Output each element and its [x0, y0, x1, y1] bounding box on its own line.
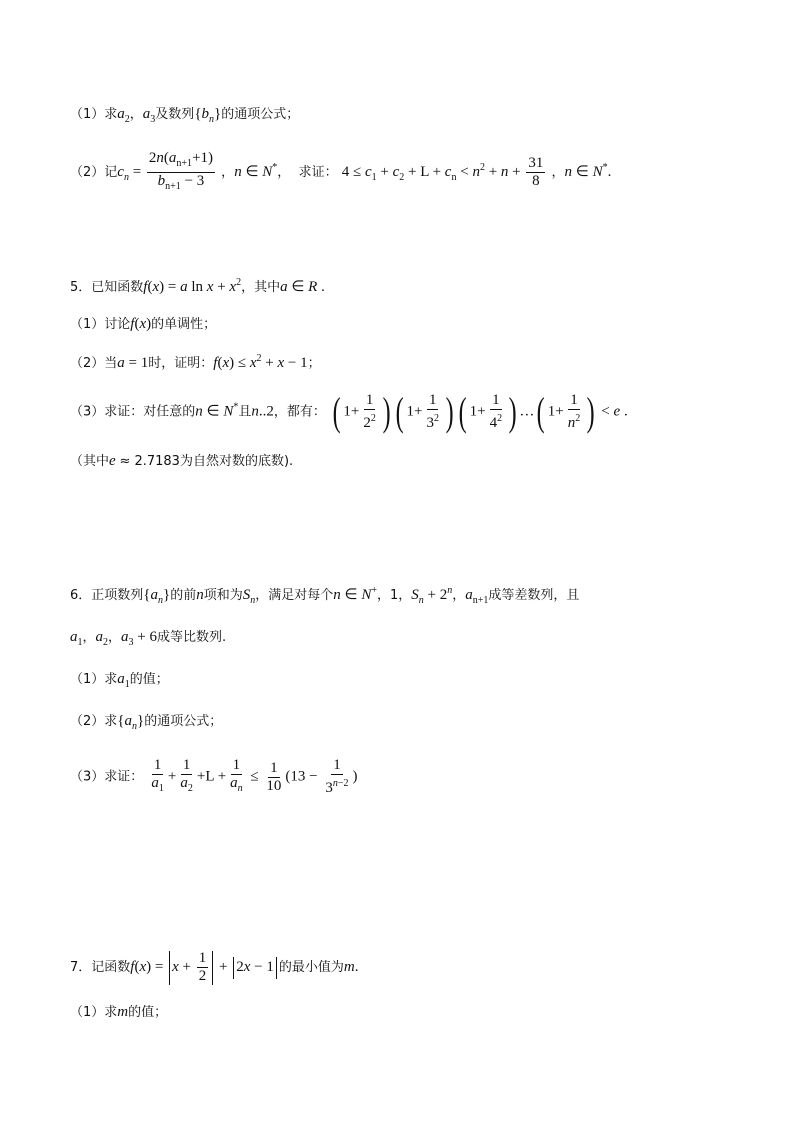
q5-part3: （3）求证：对任意的n ∈ N*且n..2，都有： ( 1+ $\frac{1}{2^2}$ ) ( 1+ $\frac{1}{3^2}$ ) ( 1+ $\frac{1}{4^2}$ ) …( 1+ $\frac{1}{n^2}$ ) < e .: [70, 389, 628, 434]
q6-part1: （1）求$a_1$的值；: [70, 671, 169, 690]
q7-part1: （1）求m的值；: [70, 1004, 168, 1020]
q6-part2: （2）求$\{a_n\}$的通项公式；: [70, 713, 223, 732]
q6-stem-line2: $a_1$，$a_2$，$a_3 + 6$成等比数列.: [70, 629, 227, 648]
q6-part3: （3）求证： $\frac{1}{a_1}$ + $\frac{1}{a_2}$ +L + $\frac{1}{a_n}$ ≤ $\frac{1}{10}$ (13 − $\frac{1}{3^{n-2}}$ ): [70, 757, 358, 796]
q4-part2: （2）记$c_n$ = $\frac{2n(a_{n+1}+1)}{b_{n+1} - 3}$ ，n ∈ N*， 求证： $4 \le c_1 + c_2 + L + c_n < n^2 + n$ + $\frac{31}{8}$ ，n ∈ N*.: [70, 150, 612, 192]
q5-stem: 5．已知函数f(x) = a $\ln x + x^2$，其中a ∈ R .: [70, 277, 325, 295]
q4-part1: （1）求$a_2$，$a_3$及数列$\{b_n\}$的通项公式；: [70, 106, 300, 125]
q5-part1: （1）讨论f(x)的单调性；: [70, 316, 217, 332]
q5-part2: （2）当a = 1时，证明：$f(x) \le x^2 + x - 1$；: [70, 353, 321, 371]
q6-stem: 6．正项数列$\{a_n\}$的前n项和为$S_n$，满足对每个n ∈ N+，1，$S_n + 2^n$，$a_{n+1}$成等差数列，且: [70, 585, 580, 606]
q7-stem: 7．记函数f(x) = x + $\frac{1}{2}$ + 2x − 1 的最小值为m.: [70, 950, 359, 984]
q5-note: （其中e ≈ 2.7183为自然对数的底数).: [70, 453, 294, 469]
